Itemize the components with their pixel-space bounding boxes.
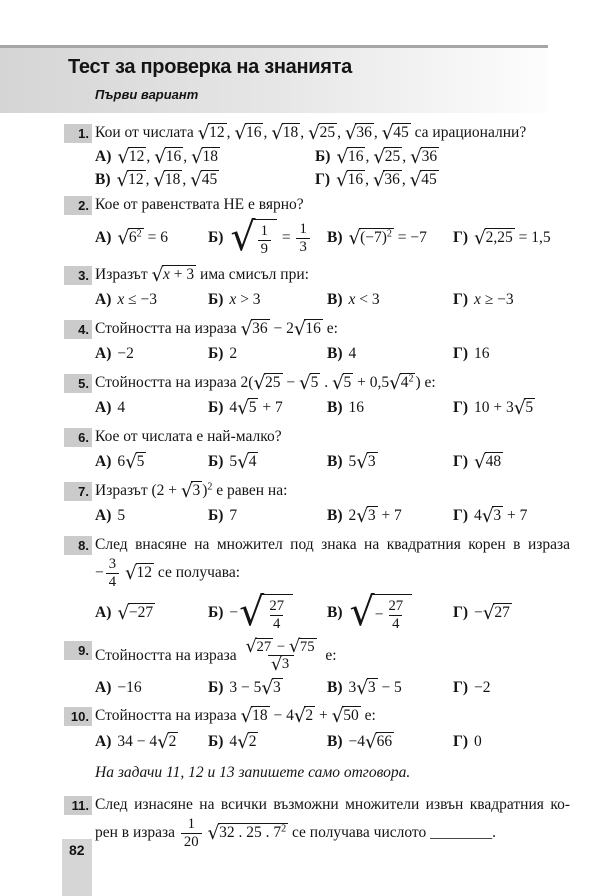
- radical-sign-icon: √: [474, 227, 487, 250]
- radical-sign-icon: √: [154, 145, 167, 168]
- question-number: 5.: [64, 374, 92, 393]
- sqrt-expression: √16: [336, 168, 364, 191]
- option-label: В): [327, 399, 343, 417]
- option-v: [327, 676, 453, 699]
- option-label: Б): [208, 732, 224, 750]
- option-expression: √12 , √18 , √45: [116, 168, 218, 191]
- radical-sign-icon: √: [513, 397, 526, 420]
- option-expression: x < 3: [348, 291, 380, 309]
- radical-sign-icon: √: [409, 168, 422, 191]
- option-expression: −2: [117, 345, 134, 363]
- radical-sign-icon: √: [336, 168, 349, 191]
- radical-sign-icon: √: [293, 317, 306, 340]
- option-label: Б): [208, 228, 224, 246]
- option-label: А): [95, 229, 112, 247]
- option-label: В): [327, 603, 343, 621]
- option-expression: 6√5: [117, 451, 145, 474]
- sqrt-expression: √36: [240, 317, 268, 340]
- option-expression: 16: [474, 345, 490, 363]
- question-5: [64, 372, 570, 421]
- radical-sign-icon: √: [271, 121, 284, 144]
- radical-sign-icon: √: [331, 705, 344, 728]
- sqrt-expression: √3: [356, 676, 376, 699]
- option-b: [208, 507, 327, 525]
- sqrt-expression: √5: [331, 371, 352, 394]
- sqrt-expression: √45: [381, 121, 409, 144]
- option-expression: −√27: [474, 602, 510, 624]
- sqrt-expression: √5: [299, 371, 319, 394]
- option-expression: $√(-7)^2 = -7$: [348, 227, 427, 250]
- option-label: Г): [453, 507, 469, 525]
- option-expression: 4: [117, 399, 126, 417]
- option-label: А): [95, 148, 112, 165]
- options-row: [95, 588, 570, 635]
- option-expression: 4√5 + 7: [229, 397, 283, 420]
- option-a: [95, 345, 208, 363]
- radical-sign-icon: √: [125, 451, 138, 474]
- question-stem: Стойността на израза √36 − 2√16 е:: [95, 317, 338, 340]
- option-label: Б): [208, 603, 224, 621]
- question-number: 7.: [64, 482, 92, 501]
- option-label: Б): [208, 399, 224, 417]
- option-label: Г): [453, 604, 469, 622]
- radical-sign-icon: √: [356, 451, 369, 474]
- question-4: [64, 318, 570, 367]
- radical-sign-icon: √: [239, 588, 265, 635]
- sqrt-expression: √75: [288, 636, 315, 658]
- sqrt-expression: √4: [237, 451, 257, 474]
- sqrt-expression: √ − $\frac{27}{4}$: [350, 594, 413, 633]
- option-label: А): [95, 291, 112, 309]
- option-expression: $√6^2 = 6$: [117, 227, 168, 250]
- sqrt-expression: √16: [154, 145, 182, 168]
- radical-sign-icon: √: [356, 505, 369, 528]
- option-b: [208, 730, 327, 753]
- options-row: [95, 396, 570, 421]
- option-v: [327, 345, 453, 363]
- option-a: [95, 507, 208, 525]
- radical-sign-icon: √: [197, 121, 210, 144]
- options-row: [95, 214, 570, 260]
- sqrt-expression: √12: [116, 168, 144, 191]
- option-expression: 34 − 4√2: [117, 730, 177, 753]
- sqrt-expression: √45: [409, 168, 437, 191]
- instruction-note: На задачи 11, 12 и 13 запишете само отговора.: [95, 764, 411, 782]
- option-a: [95, 451, 208, 474]
- option-label: Г): [453, 229, 469, 247]
- radical-sign-icon: √: [117, 227, 130, 250]
- option-expression: 2√3 + 7: [348, 505, 402, 528]
- question-stem: Кое от числата е най-малко?: [95, 427, 282, 445]
- radical-sign-icon: √: [482, 602, 495, 624]
- option-g: [453, 505, 570, 528]
- question-number: 4.: [64, 320, 92, 339]
- option-g: [453, 604, 570, 622]
- sqrt-expression: √25: [253, 371, 281, 394]
- radical-sign-icon: √: [237, 451, 250, 474]
- question-stem: Кое от равенствата НЕ е вярно?: [95, 196, 304, 213]
- option-label: Б): [315, 148, 331, 165]
- radical-sign-icon: √: [356, 676, 369, 699]
- options-row: [95, 342, 570, 367]
- sqrt-expression: √27: [482, 602, 510, 624]
- options-row: [95, 729, 570, 754]
- option-v: [95, 168, 315, 191]
- sqrt-expression: √3: [261, 676, 281, 699]
- sqrt-expression: √18: [240, 705, 268, 728]
- option-label: Б): [208, 507, 224, 525]
- radical-sign-icon: √: [410, 145, 423, 168]
- option-label: Г): [453, 732, 469, 750]
- question-number: 2.: [64, 196, 92, 215]
- question-stem: Изразът (2 + √3 )$^2$ е равен на:: [95, 479, 288, 502]
- options-row: [95, 504, 570, 529]
- question-11: [64, 794, 570, 851]
- option-label: Г): [453, 291, 469, 309]
- radical-sign-icon: √: [481, 505, 494, 528]
- question-stem: Стойността на израза 2(√25 − √5 . $√5 + 0,5√4^2$ ) е:: [95, 371, 436, 394]
- option-label: Г): [453, 399, 469, 417]
- radical-sign-icon: √: [293, 705, 306, 728]
- sqrt-expression: √25: [373, 145, 401, 168]
- radical-sign-icon: √: [240, 705, 253, 728]
- option-label: А): [95, 732, 112, 750]
- radical-sign-icon: √: [308, 121, 321, 144]
- options-row: [95, 145, 570, 191]
- option-expression: −4√66: [348, 730, 393, 753]
- option-expression: − √ $\frac{27}{4}$: [229, 604, 294, 621]
- radical-sign-icon: √: [237, 730, 250, 753]
- header-band: [0, 45, 548, 113]
- sqrt-expression: √2: [293, 705, 314, 728]
- option-b: [208, 214, 327, 260]
- option-label: А): [95, 507, 112, 525]
- sqrt-expression: √2,25: [474, 227, 513, 250]
- variant-subtitle: Първи вариант: [95, 87, 199, 102]
- radical-sign-icon: √: [349, 588, 375, 635]
- option-expression: 3√3 − 5: [348, 676, 402, 699]
- sqrt-expression: √3: [481, 505, 502, 528]
- option-label: А): [95, 678, 112, 696]
- option-expression: x ≤ −3: [117, 291, 157, 309]
- radical-sign-icon: √: [180, 479, 193, 502]
- option-expression: −16: [117, 678, 142, 696]
- option-expression: 16: [348, 399, 364, 417]
- sqrt-expression: $√6^2$: [117, 227, 142, 250]
- question-stem: Стойността на израза √18 − 4√2 + √50 е:: [95, 705, 376, 728]
- option-v: [327, 399, 453, 417]
- radical-sign-icon: √: [153, 168, 166, 191]
- option-label: В): [327, 732, 343, 750]
- option-b: [208, 676, 327, 699]
- option-b: [208, 588, 327, 635]
- page-number-box: [62, 839, 92, 896]
- option-expression: [474, 451, 503, 474]
- radical-sign-icon: √: [240, 317, 253, 340]
- radical-sign-icon: √: [288, 636, 301, 658]
- radical-sign-icon: √: [190, 145, 204, 168]
- radical-sign-icon: √: [207, 822, 220, 845]
- option-label: В): [327, 507, 343, 525]
- option-g: [453, 679, 570, 697]
- option-label: Г): [453, 453, 469, 471]
- option-label: В): [95, 171, 111, 188]
- option-a: [95, 730, 208, 753]
- sqrt-expression: √36: [410, 145, 438, 168]
- sqrt-expression: √2: [157, 730, 177, 753]
- sqrt-expression: √5: [237, 397, 257, 420]
- fraction: $\frac{27}{4}$: [269, 597, 285, 632]
- option-a: [95, 227, 208, 250]
- question-9: [64, 636, 570, 701]
- sqrt-expression: √16: [336, 145, 364, 168]
- option-label: Б): [208, 345, 224, 363]
- radical-sign-icon: √: [116, 168, 129, 191]
- option-label: В): [327, 291, 343, 309]
- radical-sign-icon: √: [190, 168, 203, 191]
- radical-sign-icon: √: [117, 145, 130, 168]
- radical-sign-icon: √: [389, 371, 402, 394]
- option-expression: −2: [474, 678, 491, 696]
- option-b: [315, 145, 570, 168]
- sqrt-expression: √5: [125, 451, 145, 474]
- options-row: [95, 288, 570, 313]
- option-expression: 2: [229, 345, 238, 363]
- question-stem: След изнасяне на всички възможни множители извън квадратния ко-: [95, 796, 570, 814]
- option-expression: [349, 588, 414, 635]
- option-g: [453, 227, 570, 250]
- question-stem: − $\frac{3}{4}$ √12 се получава:: [95, 555, 241, 590]
- sqrt-expression: √12: [124, 561, 153, 584]
- option-label: Г): [453, 678, 469, 696]
- option-label: В): [327, 453, 343, 471]
- question-number: 3.: [64, 266, 92, 285]
- radical-sign-icon: √: [348, 227, 361, 250]
- question-stem: рен в израза $\frac{1}{20}$ √32 . 25 . $7^2$ се получава числото ________.: [95, 816, 496, 851]
- fraction: $\frac{3}{4}$: [106, 556, 119, 591]
- question-number: 9.: [64, 641, 92, 660]
- sqrt-expression: √18: [271, 121, 299, 144]
- option-label: А): [95, 604, 112, 622]
- option-label: А): [95, 399, 112, 417]
- option-label: В): [327, 229, 343, 247]
- options-row: [95, 450, 570, 475]
- question-stem: Изразът √x + 3 има смисъл при:: [95, 263, 309, 286]
- option-label: А): [95, 345, 112, 363]
- option-b: [208, 291, 327, 309]
- option-label: А): [95, 453, 112, 471]
- radical-sign-icon: √: [230, 214, 256, 260]
- option-v: [327, 291, 453, 309]
- page-title: Тест за проверка на знанията: [68, 56, 352, 78]
- fraction: $\frac{1}{20}$: [181, 816, 202, 851]
- sqrt-expression: √27: [245, 636, 272, 658]
- radical-sign-icon: √: [336, 145, 349, 168]
- sqrt-expression: √18: [190, 145, 219, 168]
- option-g: [453, 397, 570, 420]
- fraction: $\frac{1}{9}$: [258, 223, 271, 258]
- option-g: [453, 733, 570, 751]
- radical-sign-icon: √: [474, 451, 487, 474]
- option-g: [453, 291, 570, 309]
- sqrt-expression: √45: [190, 168, 218, 191]
- radical-sign-icon: √: [237, 397, 250, 420]
- sqrt-expression: √36: [372, 168, 400, 191]
- radical-sign-icon: √: [253, 371, 266, 394]
- fraction: $\frac{√27 - √75}{√3}$: [245, 636, 315, 676]
- page-number: 82: [69, 842, 85, 858]
- option-b: [208, 451, 327, 474]
- question-number: 11.: [64, 796, 92, 815]
- option-v: [327, 730, 453, 753]
- option-expression: 5√4: [229, 451, 257, 474]
- sqrt-expression: $√4^2$: [389, 371, 414, 394]
- option-label: Б): [208, 453, 224, 471]
- sqrt-expression: √32 . 25 . $7^2$: [207, 822, 287, 845]
- sqrt-expression: √16: [234, 121, 262, 144]
- radical-sign-icon: √: [365, 730, 378, 753]
- option-label: Б): [208, 678, 224, 696]
- option-label: Б): [208, 291, 224, 309]
- sqrt-expression: √3: [180, 479, 201, 502]
- radical-sign-icon: √: [124, 561, 138, 584]
- sqrt-expression: [230, 214, 277, 260]
- sqrt-expression: √x + 3: [151, 263, 195, 286]
- question-2: [64, 194, 570, 259]
- option-b: [208, 345, 327, 363]
- option-v: [327, 588, 453, 635]
- option-g: [453, 451, 570, 474]
- option-expression: 5√3: [348, 451, 376, 474]
- option-a: [95, 679, 208, 697]
- option-v: [327, 227, 453, 250]
- radical-sign-icon: √: [373, 145, 386, 168]
- option-label: Г): [315, 171, 331, 188]
- options-row: [95, 675, 570, 700]
- question-number: 8.: [64, 536, 92, 555]
- option-a: [95, 604, 208, 622]
- sqrt-expression: √12: [117, 145, 145, 168]
- radical-sign-icon: √: [261, 676, 274, 699]
- option-expression: 7: [229, 507, 238, 525]
- option-expression: 0: [474, 732, 482, 750]
- option-expression: √16 , √25 , √36: [336, 145, 438, 168]
- radical-sign-icon: √: [157, 730, 170, 753]
- radical-sign-icon: √: [151, 263, 164, 286]
- option-label: В): [327, 678, 343, 696]
- option-v: [327, 505, 453, 528]
- sqrt-expression: √5: [513, 397, 534, 420]
- sqrt-expression: √66: [365, 730, 393, 753]
- fraction: $\frac{1}{3}$: [296, 221, 309, 256]
- radical-sign-icon: √: [234, 121, 247, 144]
- sqrt-expression: √3: [270, 654, 290, 676]
- question-stem: Стойността на израза $\frac{√27 - √75}{√3}$ е:: [95, 636, 337, 676]
- question-number: 1.: [64, 124, 92, 143]
- sqrt-expression: √3: [356, 451, 376, 474]
- option-expression: 3 − 5√3: [229, 676, 281, 699]
- sqrt-expression: [239, 588, 293, 635]
- radical-sign-icon: √: [344, 121, 357, 144]
- option-label: Г): [453, 345, 469, 363]
- option-expression: √12 , √16 , √18: [117, 145, 219, 168]
- sqrt-expression: √3: [356, 505, 376, 528]
- sqrt-expression: √12: [197, 121, 225, 144]
- option-expression: x ≥ −3: [474, 291, 514, 309]
- sqrt-expression: √16: [293, 317, 321, 340]
- option-label: В): [327, 345, 343, 363]
- sqrt-expression: √36: [344, 121, 372, 144]
- radical-sign-icon: √: [372, 168, 385, 191]
- option-a: [95, 145, 315, 168]
- fraction: $\frac{27}{4}$: [388, 597, 404, 632]
- option-g: [453, 345, 570, 363]
- question-number: 10.: [64, 707, 92, 726]
- option-expression: 4√3 + 7: [474, 505, 528, 528]
- option-expression: 4√2: [229, 730, 257, 753]
- option-expression: √16 , √36 , √45: [336, 168, 437, 191]
- question-number: 6.: [64, 428, 92, 447]
- radical-sign-icon: √: [117, 602, 130, 624]
- radical-sign-icon: √: [270, 654, 283, 676]
- option-expression: 10 + 3√5: [474, 397, 534, 420]
- option-expression: √2,25 = 1,5: [474, 227, 551, 250]
- option-b: [208, 397, 327, 420]
- sqrt-expression: $√(-7)^2$: [348, 227, 392, 250]
- option-g: [315, 168, 570, 191]
- sqrt-expression: √2: [237, 730, 257, 753]
- question-10: [64, 705, 570, 754]
- radical-sign-icon: √: [331, 371, 344, 394]
- question-7: [64, 480, 570, 529]
- option-expression: √ $\frac{1}{9}$ = $\frac{1}{3}$: [229, 229, 311, 246]
- option-expression: x > 3: [229, 291, 261, 309]
- sqrt-expression: √48: [474, 451, 502, 474]
- sqrt-expression: √18: [153, 168, 181, 191]
- radical-sign-icon: √: [381, 121, 394, 144]
- sqrt-expression: √50: [331, 705, 359, 728]
- radical-sign-icon: √: [245, 636, 257, 658]
- questions-area: [0, 113, 600, 851]
- option-a: [95, 399, 208, 417]
- page: [0, 45, 600, 896]
- option-expression: 5: [117, 507, 126, 525]
- question-stem: След внасяне на множител под знака на квадратния корен в израза: [95, 535, 570, 553]
- option-expression: [117, 602, 155, 624]
- radical-sign-icon: √: [299, 371, 312, 394]
- option-expression: 4: [348, 345, 357, 363]
- question-8: [64, 534, 570, 634]
- option-a: [95, 291, 208, 309]
- question-stem: Кои от числата √12 , √16 , √18 , √25 , √36 , √45 са ирационални?: [95, 121, 527, 144]
- question-6: [64, 426, 570, 475]
- question-1: [64, 122, 570, 189]
- sqrt-expression: √−27: [117, 602, 154, 624]
- sqrt-expression: √25: [308, 121, 336, 144]
- option-v: [327, 451, 453, 474]
- question-3: [64, 264, 570, 313]
